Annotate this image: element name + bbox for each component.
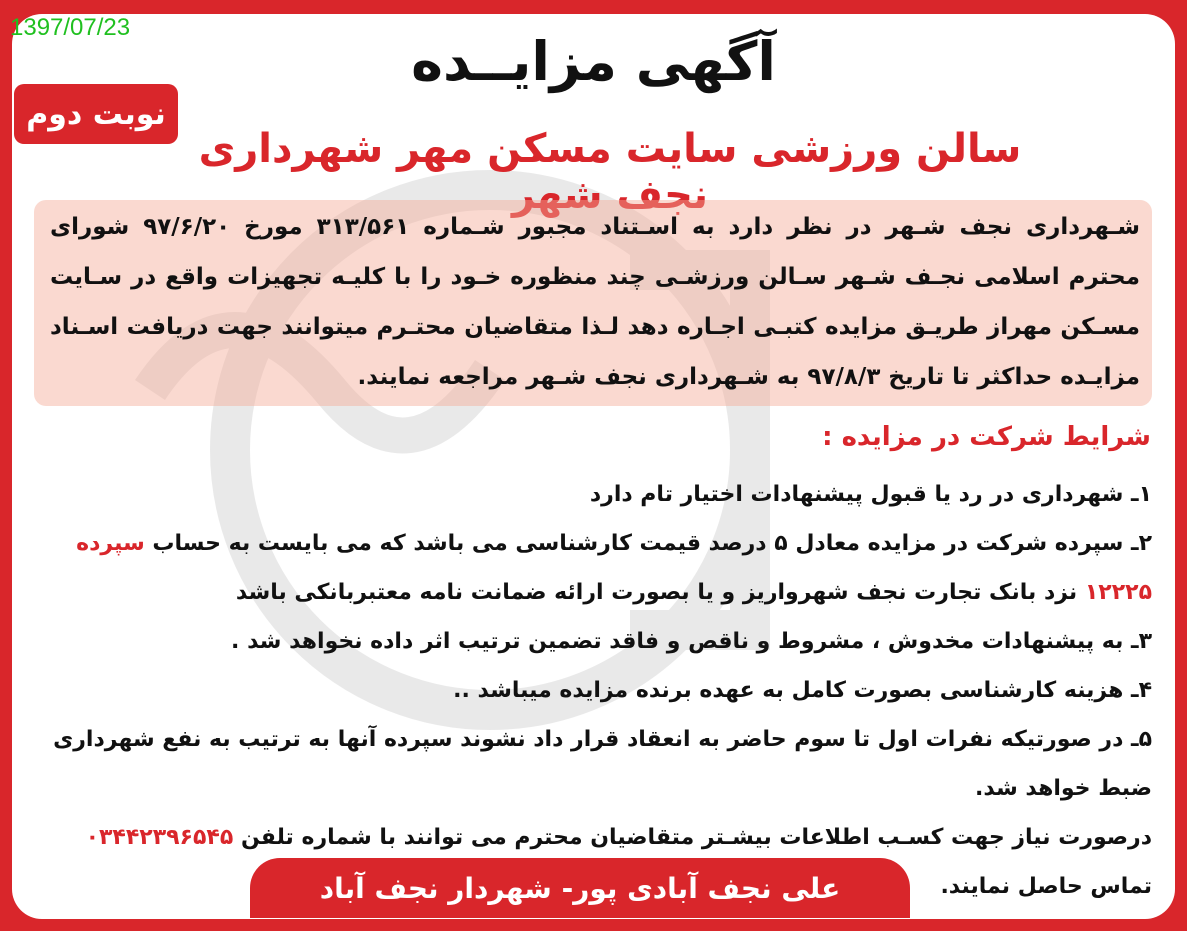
condition-item-4: ۴ـ هزینه کارشناسی بصورت کامل به عهده برنده مزایده میباشد ..: [453, 678, 1152, 703]
condition-2-text-b: نزد بانک تجارت نجف شهرواریز و یا بصورت ارائه ضمانت نامه معتبربانکی باشد: [235, 580, 1085, 605]
publication-date: 1397/07/23: [10, 14, 131, 41]
page-title: آگهی مزایــده: [411, 30, 776, 93]
contact-text-b: تماس حاصل نمایند.: [940, 874, 1152, 899]
contact-text-a: درصورت نیاز جهت کسـب اطلاعات بیشـتر متقاضیان محترم می توانند با شماره تلفن: [233, 825, 1152, 850]
intro-paragraph: شـهرداری نجف شـهر در نظر دارد به اسـتناد مجبور شـماره ۳۱۳/۵۶۱ مورخ ۹۷/۶/۲۰ شورای محترم اسلامی نجـف شـهر سـالن ورزشـی چند منظوره خـود را با کلیـه تجهیزات واقع در سـایت مسـکن مهراز طریـق مزایده کتبـی اجـاره دهد لـذا متقاضیان محتـرم میتوانند جهت دریافت اسـناد مزایـده حداکثر تا تاریخ ۹۷/۸/۳ به شـهرداری نجف شـهر مراجعه نمایند.: [50, 214, 1141, 390]
condition-2-text-a: ۲ـ سپرده شرکت در مزایده معادل ۵ درصد قیمت کارشناسی می باشد که می بایست به حساب: [144, 531, 1152, 556]
round-badge: نوبت دوم: [14, 84, 178, 144]
conditions-heading: شرایط شرکت در مزایده :: [822, 422, 1151, 452]
deposit-account: سپرده ۱۲۲۲۵: [76, 531, 1152, 605]
condition-item-2: [34, 519, 1152, 617]
notice-subtitle: سالن ورزشی سایت مسکن مهر شهرداری نجف شهر: [198, 126, 1022, 218]
phone-number: ۰۳۴۴۲۳۹۶۵۴۵: [85, 825, 234, 850]
signature-footer: علی نجف آبادی پور- شهردار نجف آباد: [250, 858, 910, 918]
condition-item-5: ۵ـ در صورتیکه نفرات اول تا سوم حاضر به انعقاد قرار داد نشوند سپرده آنها به ترتیب به نفع شهرداری ضبط خواهد شد.: [53, 727, 1152, 801]
condition-item-1: ۱ـ شهرداری در رد یا قبول پیشنهادات اختیار تام دارد: [589, 482, 1152, 507]
conditions-list: [34, 470, 1152, 911]
condition-item-3: ۳ـ به پیشنهادات مخدوش ، مشروط و ناقص و فاقد تضمین ترتیب اثر داده نخواهد شد .: [231, 629, 1152, 654]
